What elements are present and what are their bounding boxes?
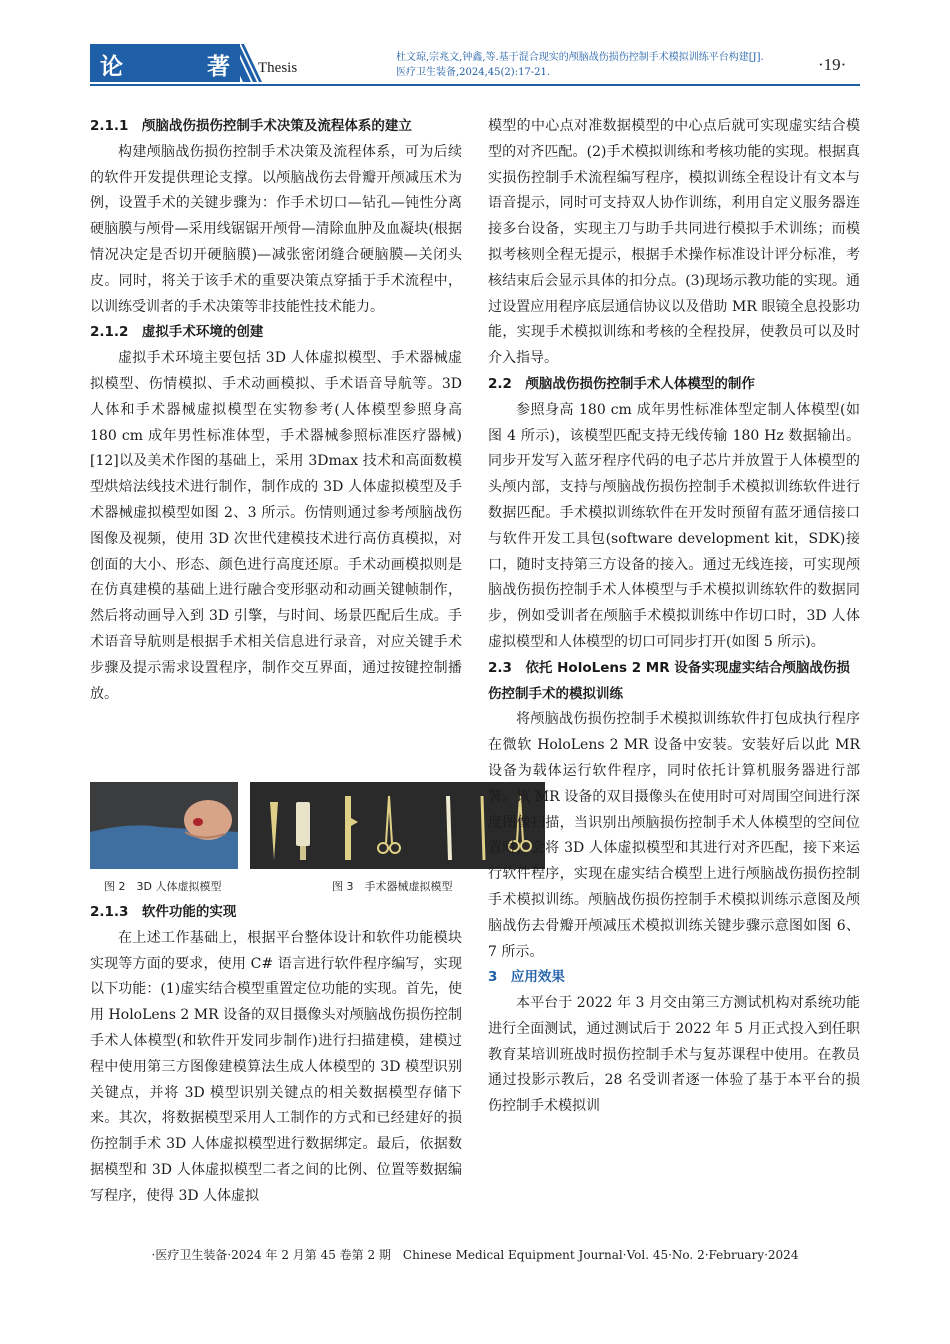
heading-2-1-2: 2.1.2 虚拟手术环境的创建: [90, 324, 264, 341]
section-label-en: Thesis: [258, 60, 298, 76]
heading-3: 3 应用效果: [488, 969, 565, 986]
paragraph-2-1-3: 在上述工作基础上，根据平台整体设计和软件功能模块实现等方面的要求，使用 C# 语言进行软件程序编写，实现以下功能：(1)虚实结合模型重置定位功能的实现。首先，使用 HoloLens 2 MR 设备的双目摄像头对颅脑战伤损伤控制手术人体模型(和软件开发同步制作)进行扫描建模，建模过程中使用第三方图像建模算法生成人体模型的 3D 模型识别关键点，并将 3D 模型识别关键点的相关数据模型存储下来。其次，将数据模型采用人工制作的方式和已经建好的损伤控制手术 3D 人体虚拟模型进行数据绑定。最后，依据数据模型和 3D 人体虚拟模型二者之间的比例、位置等数据编写程序，使得 3D 人体虚拟: [90, 929, 462, 1204]
heading-2-2: 2.2 颅脑战伤损伤控制手术人体模型的制作: [488, 375, 755, 392]
header-rule: [90, 84, 860, 86]
figure-2-caption: 图 2 3D 人体虚拟模型: [104, 880, 222, 893]
section-label-char-1: 论: [100, 54, 123, 80]
figure-2-human-model: [90, 782, 238, 869]
paragraph-2-1-1: 构建颅脑战伤损伤控制手术决策及流程体系，可为后续的软件开发提供理论支撑。以颅脑战伤去骨瓣开颅减压术为例，设置手术的关键步骤为：作手术切口—钻孔—钝性分离硬脑膜与颅骨—采用线锯锯开颅骨—清除血肿及血凝块(根据情况决定是否切开硬脑膜)—减张密闭缝合硬脑膜—关闭头皮。同时，将关于该手术的重要决策点穿插于手术流程中，以训练受训者的手术决策等非技能性技术能力。: [90, 143, 462, 315]
page-number: ·19·: [818, 55, 847, 74]
citation-line-1: 杜文琼,宗兆文,钟鑫,等.基于混合现实的颅脑战伤损伤控制手术模拟训练平台构建[J].: [396, 52, 764, 63]
figure-3-caption: 图 3 手术器械虚拟模型: [332, 880, 453, 893]
footer: ·医疗卫生装备·2024 年 2 月第 45 卷第 2 期 Chinese Medical Equipment Journal·Vol. 45·No. 2·February·2024: [151, 1248, 799, 1262]
heading-2-1-1: 2.1.1 颅脑战伤损伤控制手术决策及流程体系的建立: [90, 118, 412, 134]
citation: [396, 50, 816, 80]
left-column-bottom: [90, 900, 462, 1210]
citation-line-2: 医疗卫生装备,2024,45(2):17-21.: [396, 67, 551, 78]
paragraph-continued: 模型的中心点对准数据模型的中心点后就可实现虚实结合模型的对齐匹配。(2)手术模拟训练和考核功能的实现。根据真实损伤控制手术流程编写程序，模拟训练全程设计有文本与语音提示，同时可支持双人协作训练，利用自定义服务器连接多台设备，实现主刀与助手共同进行模拟手术训练；而模拟考核则全程无提示，根据手术操作标准设计评分标准，考核结束后会显示具体的扣分点。(3)现场示教功能的实现。通过设置应用程序底层通信协议以及借助 MR 眼镜全息投影功能，实现手术模拟训练和考核的全程投屏，使教员可以及时介入指导。: [488, 118, 860, 367]
section-label: [100, 48, 230, 81]
left-column-top: [90, 114, 462, 707]
paragraph-2-2: 参照身高 180 cm 成年男性标准体型定制人体模型(如图 4 所示)，该模型匹配支持无线传输 180 Hz 数据输出。同步开发写入蓝牙程序代码的电子芯片并放置于人体模型的头颅内部，支持与颅脑战伤损伤控制手术模拟训练软件进行数据匹配。手术模拟训练软件在开发时预留有蓝牙通信接口与软件开发工具包(software development kit，SDK)接口，随时支持第三方设备的接入。通过无线连接，可实现颅脑战伤损伤控制手术人体模型与手术模拟训练软件的数据同步，例如受训者在颅脑手术模拟训练中作切口时，3D 人体虚拟模型和人体模型的切口可同步打开(如图 5 所示)。: [488, 401, 860, 650]
paragraph-3: 本平台于 2022 年 3 月交由第三方测试机构对系统功能进行全面测试，通过测试后于 2022 年 5 月正式投入到任职教育某培训班战时损伤控制手术与复苏课程中使用。在教员通过投影示教后，28 名受训者逐一体验了基于本平台的损伤控制手术模拟训: [488, 995, 860, 1115]
heading-2-3: 2.3 依托 HoloLens 2 MR 设备实现虚实结合颅脑战伤损伤控制手术的模拟训练: [488, 659, 850, 702]
heading-2-1-3: 2.1.3 软件功能的实现: [90, 904, 237, 920]
right-column: [488, 114, 860, 1120]
paragraph-2-1-2: 虚拟手术环境主要包括 3D 人体虚拟模型、手术器械虚拟模型、伤情模拟、手术动画模拟、手术语音导航等。3D 人体和手术器械虚拟模型在实物参考(人体模型参照身高 180 cm 成年男性标准体型，手术器械参照标准医疗器械)[12]以及美术作图的基础上，采用 3Dmax 技术和高面数模型烘焙法线技术进行制作，制作成的 3D 人体虚拟模型及手术器械虚拟模型如图 2、3 所示。伤情则通过参考颅脑战伤图像及视频，使用 3D 次世代建模技术进行高仿真模拟，对创面的大小、形态、颜色进行高度还原。手术动画模拟则是在仿真建模的基础上进行融合变形驱动和动画关键帧制作，然后将动画导入到 3D 引擎，与时间、场景匹配后生成。手术语音导航则是根据手术相关信息进行录音，对应关键手术步骤及提示需求设置程序，制作交互界面，通过按键控制播放。: [90, 350, 462, 702]
paragraph-2-3: 将颅脑战伤损伤控制手术模拟训练软件打包成执行程序在微软 HoloLens 2 MR 设备中安装。安装好后以此 MR 设备为载体运行软件程序，同时依托计算机服务器进行部署。该 MR 设备的双目摄像头在使用时可对周围空间进行深度图像扫描，当识别出颅脑损伤控制手术人体模型的空间位置时，会将 3D 人体虚拟模型和其进行对齐匹配，接下来运行软件程序，实现在虚实结合模型上进行颅脑战伤损伤控制手术模拟训练。颅脑战伤损伤控制手术模拟训练示意图及颅脑战伤去骨瓣开颅减压术模拟训练关键步骤示意图如图 6、7 所示。: [488, 711, 860, 960]
section-label-char-2: 著: [207, 54, 230, 80]
